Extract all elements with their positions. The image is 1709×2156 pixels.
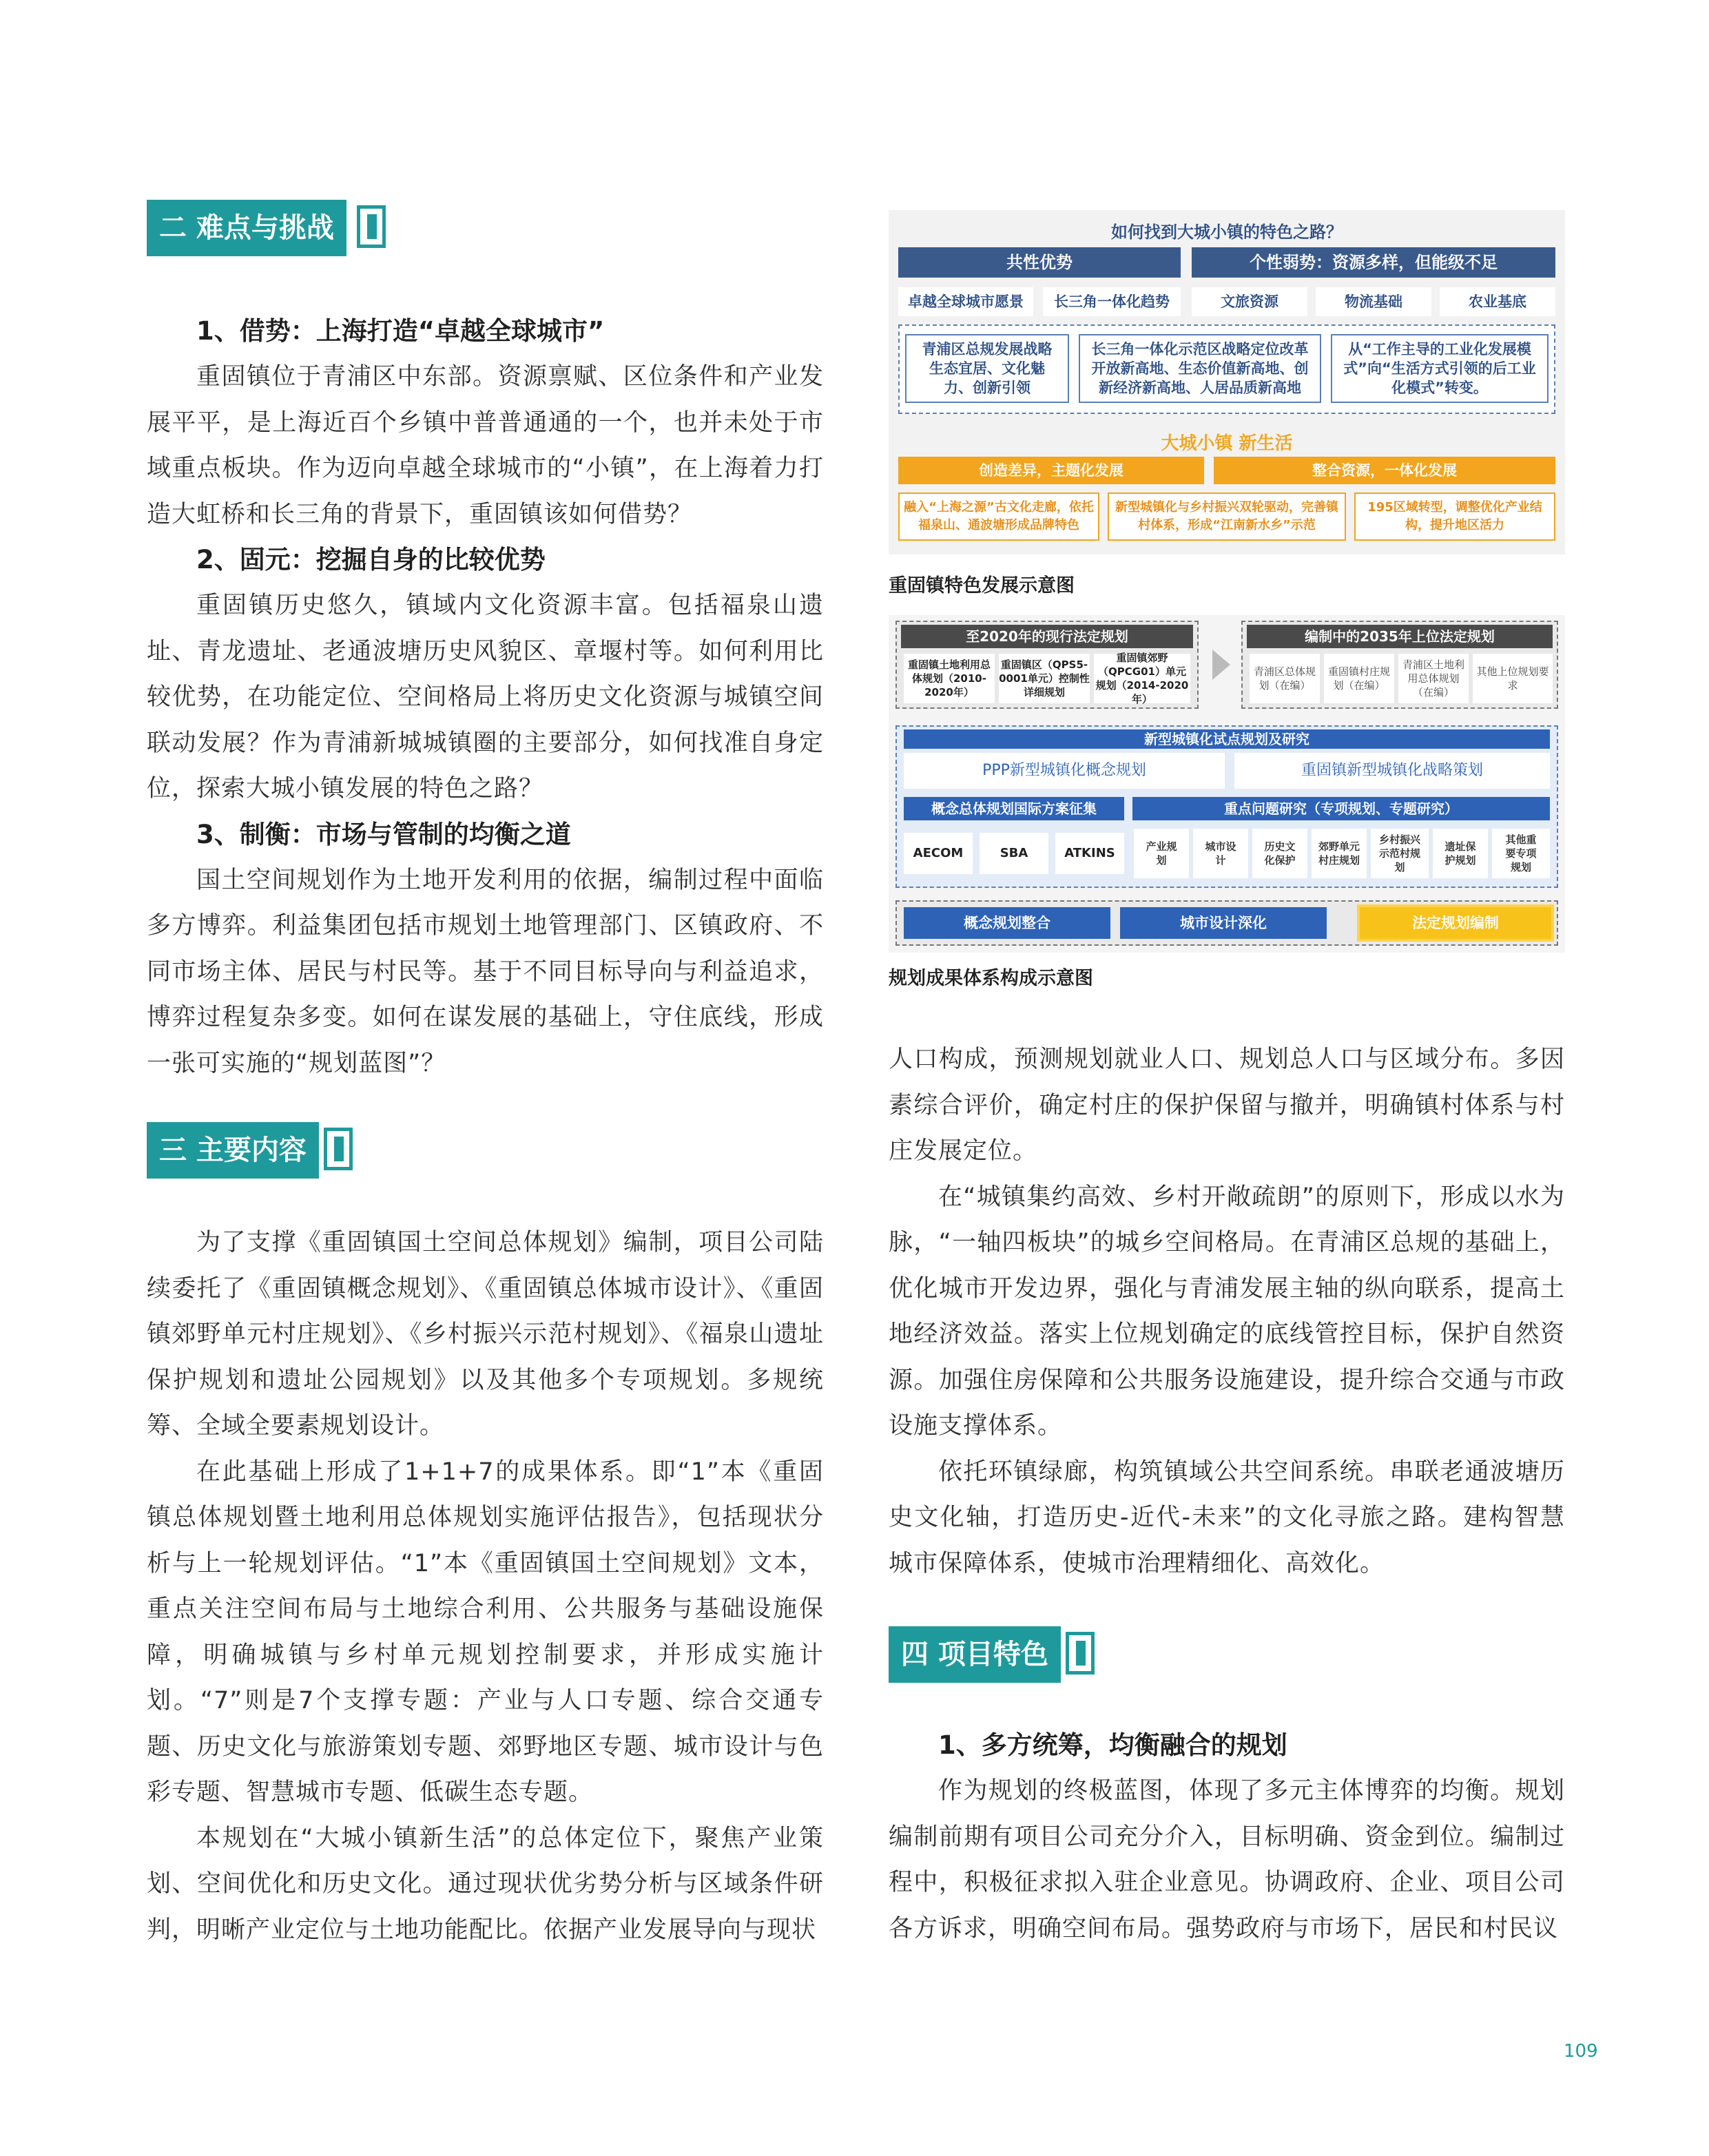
- action-transformation: 195区域转型，调整优化产业结构，提升地区活力: [1354, 493, 1555, 541]
- tag-yangtze-delta: 长三角一体化趋势: [1043, 287, 1181, 316]
- output-statutory-plan: 法定规划编制: [1357, 904, 1554, 942]
- plan-other-upper: 其他上位规划要求: [1473, 654, 1553, 703]
- figure-1-title: 如何找到大城小镇的特色之路？: [1111, 222, 1343, 242]
- action-culture: 融入“上海之源”古文化走廊，依托福泉山、通波塘形成品牌特色: [898, 493, 1099, 541]
- section-bracket-icon: [324, 1128, 353, 1170]
- plan-regulatory: 重固镇区（QPS5-0001单元）控制性详细规划: [999, 654, 1090, 703]
- key-issues-title: 重点问题研究（专项规划、专题研究）: [1132, 797, 1550, 820]
- section-4-heading: [889, 1626, 1565, 1683]
- figure-characteristic-development: [889, 210, 1565, 554]
- plan-country-unit: 重固镇郊野（QPCG01）单元规划（2014-2020年）: [1094, 654, 1190, 703]
- plan-land-use: 重固镇土地利用总体规划（2010-2020年）: [904, 654, 995, 703]
- paragraph: 本规划在“大城小镇新生活”的总体定位下，聚焦产业策划、空间优化和历史文化。通过现状优劣势分析与区域条件研判，明晰产业定位与土地功能配比。依据产业发展导向与现状: [147, 1824, 824, 1944]
- intl-competition-title: 概念总体规划国际方案征集: [904, 797, 1124, 820]
- firm-atkins: ATKINS: [1055, 833, 1124, 874]
- action-urbanization: 新型城镇化与乡村振兴双轮驱动，完善镇村体系，形成“江南新水乡”示范: [1108, 493, 1346, 541]
- plan-qingpu-master: 青浦区总体规划（在编）: [1250, 654, 1320, 703]
- figure-planning-system: [889, 615, 1565, 953]
- section-3-heading: [147, 1122, 824, 1179]
- section-2-heading: [147, 200, 824, 256]
- current-plans-title: 至2020年的现行法定规划: [901, 625, 1193, 648]
- firm-sba: SBA: [980, 833, 1048, 874]
- strategy-transition: 从“工作主导的工业化发展模式”向“生活方式引领的后工业化模式”转变。: [1331, 334, 1549, 403]
- header-individual-weakness: 个性弱势：资源多样，但能级不足: [1192, 247, 1555, 278]
- pilot-research-title: 新型城镇化试点规划及研究: [904, 729, 1550, 749]
- left-column: [147, 200, 824, 1953]
- topic-site-protection: 遗址保护规划: [1433, 829, 1488, 878]
- topic-rural-revitalization: 乡村振兴示范村规划: [1371, 829, 1429, 878]
- section-4-title: 四 项目特色: [889, 1626, 1061, 1683]
- tag-agriculture: 农业基底: [1440, 287, 1555, 316]
- urbanization-strategy: 重固镇新型城镇化战略策划: [1234, 753, 1550, 789]
- plan-village: 重固镇村庄规划（在编）: [1324, 654, 1394, 703]
- topic-heritage: 历史文化保护: [1252, 829, 1307, 878]
- section-bracket-icon: [1066, 1632, 1095, 1675]
- topic-other-special: 其他重要专项规划: [1492, 829, 1550, 878]
- section-bracket-icon: [357, 205, 386, 248]
- topic-country-unit: 郊野单元村庄规划: [1312, 829, 1367, 878]
- orange-header-differentiation: 创造差异，主题化发展: [898, 457, 1204, 484]
- paragraph: 在“城镇集约高效、乡村开敞疏朗”的原则下，形成以水为脉，“一轴四板块”的城乡空间格局。在青浦区总规的基础上，优化城市开发边界，强化与青浦发展主轴的纵向联系，提高土地经济效益。落实上位规划确定的底线管控目标，保护自然资源。加强住房保障和公共服务设施建设，提升综合交通与市政设施支撑体系。: [889, 1183, 1565, 1440]
- section-3-title: 三 主要内容: [147, 1122, 319, 1179]
- paragraph: 为了支撑《重固镇国土空间总体规划》编制，项目公司陆续委托了《重固镇概念规划》、《重固镇总体城市设计》、《重固镇郊野单元村庄规划》、《乡村振兴示范村规划》、《福泉山遗址保护规划和遗址公园规划》以及其他多个专项规划。多规统筹、全域全要素规划设计。: [147, 1229, 824, 1440]
- firm-aecom: AECOM: [904, 833, 973, 874]
- subheading-coordination: 1、多方统筹，均衡融合的规划: [938, 1730, 1287, 1760]
- output-concept-integration: 概念规划整合: [904, 907, 1110, 939]
- arrow-right-icon: [1212, 650, 1230, 680]
- paragraph: 重固镇位于青浦区中东部。资源禀赋、区位条件和产业发展平平，是上海近百个乡镇中普普通通的一个，也并未处于市域重点板块。作为迈向卓越全球城市的“小镇”，在上海着力打造大虹桥和长三角的背景下，重固镇该如何借势？: [147, 363, 824, 528]
- tag-culture-tourism: 文旅资源: [1192, 287, 1307, 316]
- orange-header-integration: 整合资源，一体化发展: [1214, 457, 1555, 484]
- right-column: [889, 1037, 1565, 1951]
- upper-plans-title: 编制中的2035年上位法定规划: [1247, 625, 1553, 648]
- strategy-qingpu: 青浦区总规发展战略生态宜居、文化魅力、创新引领: [905, 334, 1069, 403]
- page-number: 109: [1564, 2041, 1598, 2062]
- paragraph: 人口构成，预测规划就业人口、规划总人口与区域分布。多因素综合评价，确定村庄的保护保留与撤并，明确镇村体系与村庄发展定位。: [889, 1046, 1565, 1165]
- figure-1-caption: 重固镇特色发展示意图: [889, 575, 1075, 597]
- plan-qingpu-land: 青浦区土地利用总体规划（在编）: [1398, 654, 1469, 703]
- output-urban-design: 城市设计深化: [1120, 907, 1327, 939]
- ppp-concept-plan: PPP新型城镇化概念规划: [904, 753, 1225, 789]
- slogan: 大城小镇 新生活: [1161, 433, 1293, 454]
- section-2-title: 二 难点与挑战: [147, 200, 346, 256]
- tag-logistics: 物流基础: [1316, 287, 1431, 316]
- paragraph: 国土空间规划作为土地开发利用的依据，编制过程中面临多方博弈。利益集团包括市规划土地管理部门、区镇政府、不同市场主体、居民与村民等。基于不同目标导向与利益追求，博弈过程复杂多变。如何在谋发展的基础上，守住底线，形成一张可实施的“规划蓝图”？: [147, 866, 824, 1077]
- paragraph: 依托环镇绿廊，构筑镇域公共空间系统。串联老通波塘历史文化轴，打造历史-近代-未来”的文化寻旅之路。建构智慧城市保障体系，使城市治理精细化、高效化。: [889, 1458, 1565, 1577]
- subheading-foundation: 2、固元：挖掘自身的比较优势: [196, 545, 546, 574]
- paragraph: 作为规划的终极蓝图，体现了多元主体博弈的均衡。规划编制前期有项目公司充分介入，目标明确、资金到位。编制过程中，积极征求拟入驻企业意见。协调政府、企业、项目公司各方诉求，明确空间布局。强势政府与市场下，居民和村民议: [889, 1777, 1565, 1942]
- figure-2-caption: 规划成果体系构成示意图: [889, 968, 1093, 989]
- paragraph: 在此基础上形成了1+1+7的成果体系。即“1”本《重固镇总体规划暨土地利用总体规划实施评估报告》，包括现状分析与上一轮规划评估。“1”本《重固镇国土空间规划》文本，重点关注空间布局与土地综合利用、公共服务与基础设施保障，明确城镇与乡村单元规划控制要求，并形成实施计划。“7”则是7个支撑专题：产业与人口专题、综合交通专题、历史文化与旅游策划专题、郊野地区专题、城市设计与色彩专题、智慧城市专题、低碳生态专题。: [147, 1458, 824, 1806]
- strategy-delta-demo: 长三角一体化示范区战略定位改革开放新高地、生态价值新高地、创新经济新高地、人居品质新高地: [1079, 334, 1321, 403]
- header-common-strength: 共性优势: [898, 247, 1181, 278]
- tag-global-city: 卓越全球城市愿景: [898, 287, 1033, 316]
- subheading-leverage: 1、借势：上海打造“卓越全球城市”: [196, 316, 605, 346]
- topic-urban-design: 城市设计: [1193, 829, 1248, 878]
- paragraph: 重固镇历史悠久，镇域内文化资源丰富。包括福泉山遗址、青龙遗址、老通波塘历史风貌区、章堰村等。如何利用比较优势，在功能定位、空间格局上将历史文化资源与城镇空间联动发展？作为青浦新城城镇圈的主要部分，如何找准自身定位，探索大城小镇发展的特色之路？: [147, 592, 824, 802]
- subheading-balance: 3、制衡：市场与管制的均衡之道: [196, 819, 571, 849]
- topic-industry: 产业规划: [1134, 829, 1189, 878]
